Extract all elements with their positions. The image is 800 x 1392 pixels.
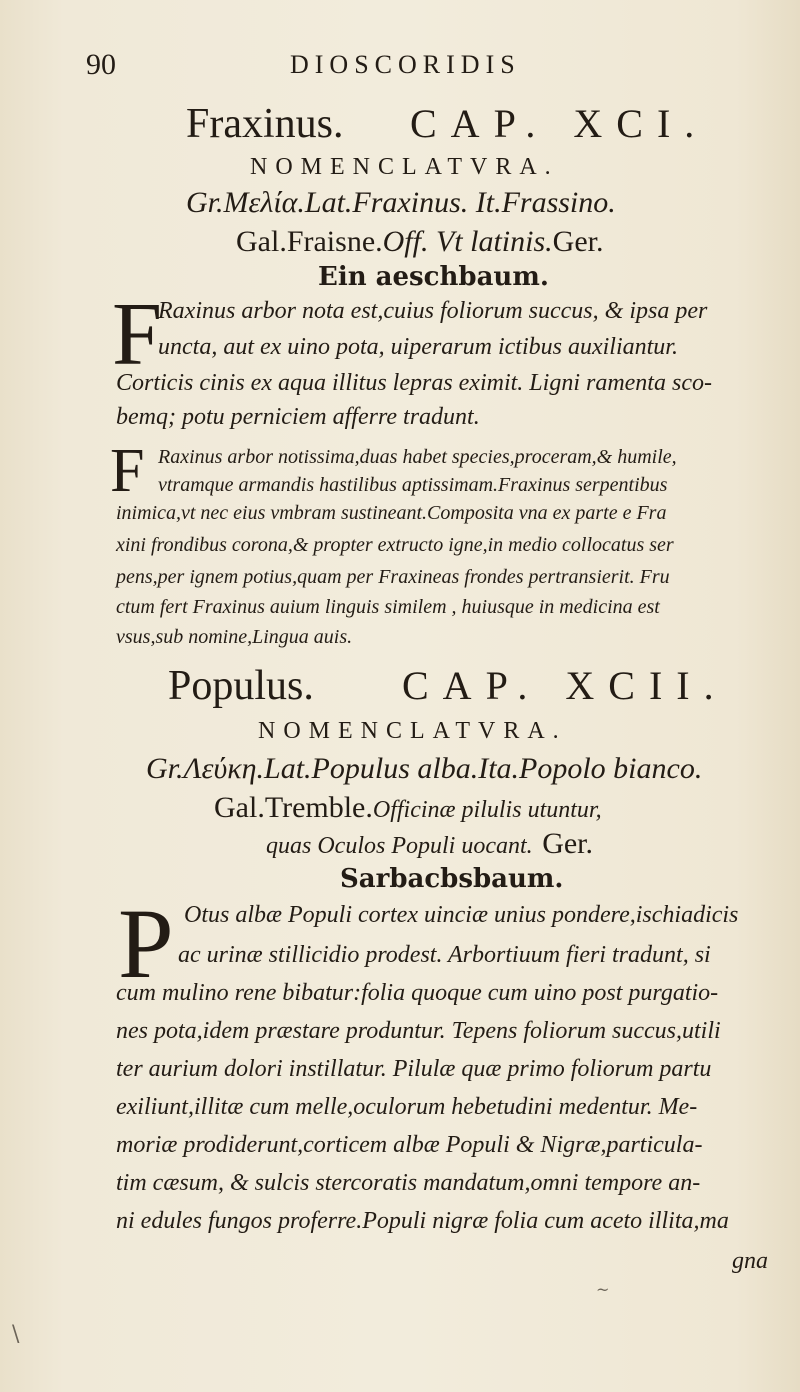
synonym-gallic: Gal.Tremble. [214, 791, 373, 824]
text-line: vsus,sub nomine,Lingua auis. [116, 626, 353, 648]
synonyms-line [266, 826, 593, 861]
synonyms-line: Gr.Μελία.Lat.Fraxinus. It.Frassino. [186, 186, 616, 219]
text-line: ac urinæ stillicidio prodest. Arbortiuum fieri tradunt, si [178, 942, 711, 968]
synonyms-line: Gr.Λεύκη.Lat.Populus alba.Ita.Popolo bianco. [146, 752, 703, 785]
synonym-gallic: Gal.Fraisne. [236, 225, 383, 258]
synonym-officinal: Off. Vt latinis. [382, 225, 553, 258]
synonym-officinal-cont: quas Oculos Populi uocant. [266, 833, 533, 859]
german-name: Sarbacbsbaum. [340, 864, 564, 894]
page-number: 90 [86, 48, 116, 81]
margin-mark: ~ [596, 1280, 610, 1299]
synonym-officinal: Officinæ pilulis utuntur, [372, 797, 602, 823]
margin-mark: \ [12, 1322, 20, 1347]
drop-cap: F [110, 437, 145, 505]
synonyms-line [236, 224, 603, 259]
drop-cap: P [118, 888, 174, 999]
text-line: Raxinus arbor nota est,cuius foliorum succus, & ipsa per [158, 298, 708, 324]
synonym-german-label: Ger. [542, 827, 594, 860]
text-line: cum mulino rene bibatur:folia quoque cum uino post purgatio- [116, 980, 719, 1006]
text-line: tim cæsum, & sulcis stercoratis mandatum,omni tempore an- [116, 1170, 701, 1196]
text-line: Otus albæ Populi cortex uinciæ unius pondere,ischiadicis [184, 902, 739, 928]
text-line: exiliunt,illitæ cum melle,oculorum hebetudini medentur. Me- [116, 1094, 698, 1120]
synonyms-line [214, 790, 602, 825]
text-line: bemq; potu perniciem afferre tradunt. [116, 404, 480, 430]
text-line: ni edules fungos proferre.Populi nigræ folia cum aceto illita,ma [116, 1208, 729, 1234]
nomenclatura-heading: NOMENCLATVRA. [250, 154, 559, 180]
catchword: gna [732, 1248, 768, 1274]
chapter-number: CAP. XCI. [410, 101, 709, 146]
text-line: ter aurium dolori instillatur. Pilulæ quæ primo foliorum partu [116, 1056, 712, 1082]
synonym-german-label: Ger. [552, 225, 604, 258]
nomenclatura-heading: NOMENCLATVRA. [258, 718, 567, 744]
text-line: inimica,vt nec eius vmbram sustineant.Composita vna ex parte e Fra [116, 502, 667, 524]
german-name: Ein aeschbaum. [318, 262, 549, 292]
text-line: pens,per ignem potius,quam per Fraxineas frondes pertransierit. Fru [116, 566, 670, 588]
chapter-title: Fraxinus. [186, 101, 344, 147]
text-line: moriæ prodiderunt,corticem albæ Populi & Nigræ,particula- [116, 1132, 703, 1158]
text-line: ctum fert Fraxinus auium linguis similem , huiusque in medicina est [116, 596, 660, 618]
running-head: DIOSCORIDIS [290, 50, 521, 79]
text-line: vtramque armandis hastilibus aptissimam.Fraxinus serpentibus [158, 474, 668, 496]
text-line: uncta, aut ex uino pota, uiperarum ictibus auxiliantur. [158, 334, 678, 360]
chapter-title: Populus. [168, 663, 314, 709]
text-line: nes pota,idem præstare produntur. Tepens foliorum succus,utili [116, 1018, 721, 1044]
text-line: Raxinus arbor notissima,duas habet species,proceram,& humile, [158, 446, 677, 468]
text-line: xini frondibus corona,& propter extructo igne,in medio collocatus ser [116, 534, 674, 556]
text-line: Corticis cinis ex aqua illitus lepras eximit. Ligni ramenta sco- [116, 370, 712, 396]
drop-cap: F [112, 285, 163, 384]
chapter-number: CAP. XCII. [402, 663, 728, 708]
